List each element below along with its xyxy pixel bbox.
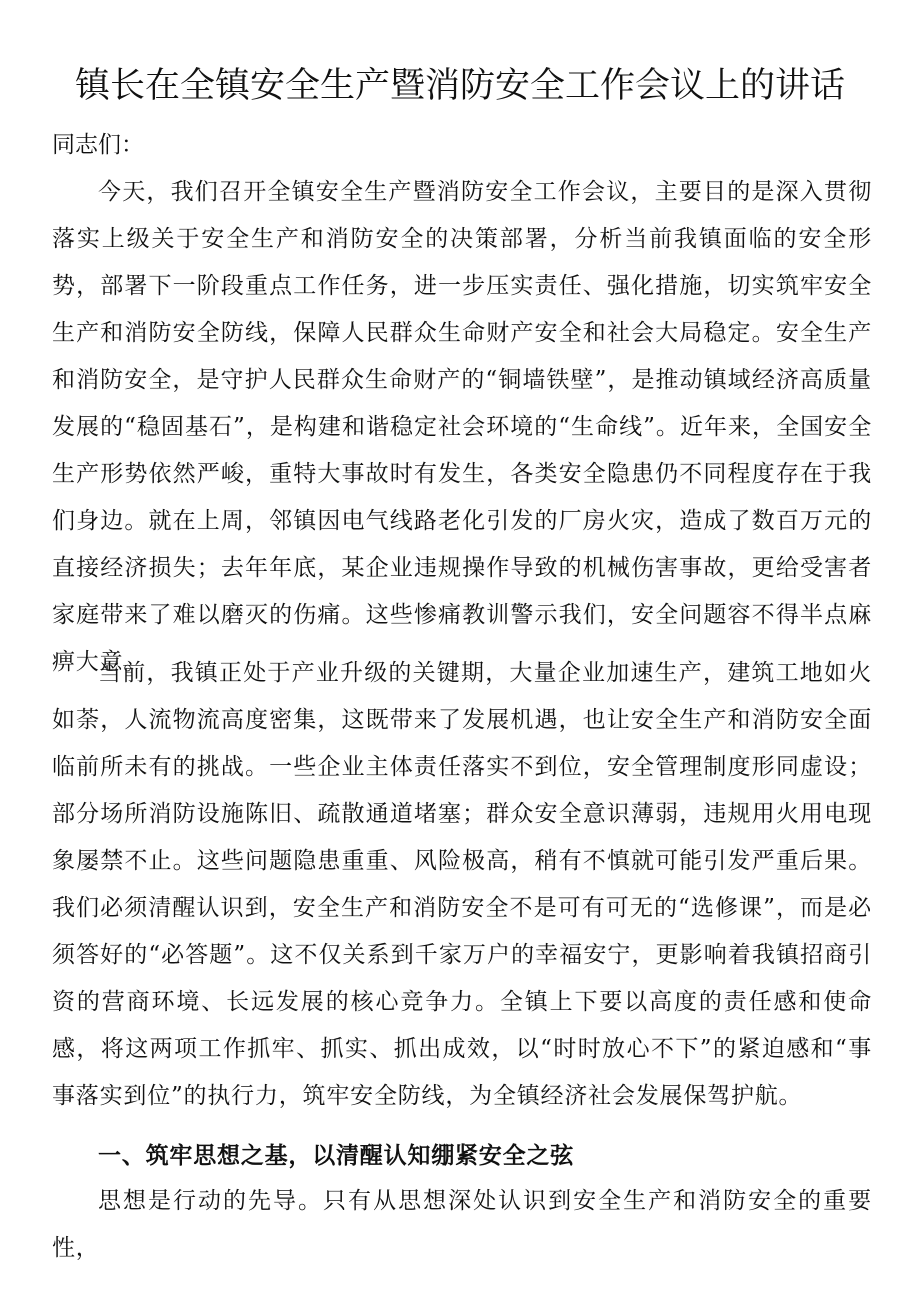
- salutation: 同志们：: [52, 132, 144, 158]
- paragraph-intro: 今天，我们召开全镇安全生产暨消防安全工作会议，主要目的是深入贯彻落实上级关于安全生产和消防安全的决策部署，分析当前我镇面临的安全形势，部署下一阶段重点工作任务，进一步压实责任、强化措施，切实筑牢安全生产和消防安全防线，保障人民群众生命财产安全和社会大局稳定。安全生产和消防安全，是守护人民群众生命财产的“铜墙铁壁”，是推动镇域经济高质量发展的“稳固基石”，是构建和谐稳定社会环境的“生命线”。近年来，全国安全生产形势依然严峻，重特大事故时有发生，各类安全隐患仍不同程度存在于我们身边。就在上周，邻镇因电气线路老化引发的厂房火灾，造成了数百万元的直接经济损失；去年年底，某企业违规操作导致的机械伤害事故，更给受害者家庭带来了难以磨灭的伤痛。这些惨痛教训警示我们，安全问题容不得半点麻痹大意。: [52, 179, 872, 675]
- section-paragraph: 思想是行动的先导。只有从思想深处认识到安全生产和消防安全的重要性，: [52, 1188, 872, 1261]
- section-heading: 一、筑牢思想之基，以清醒认知绷紧安全之弦: [98, 1142, 574, 1169]
- paragraph-current-situation: 当前，我镇正处于产业升级的关键期，大量企业加速生产，建筑工地如火如荼，人流物流高度密集，这既带来了发展机遇，也让安全生产和消防安全面临前所未有的挑战。一些企业主体责任落实不到位，安全管理制度形同虚设；部分场所消防设施陈旧、疏散通道堵塞；群众安全意识薄弱，违规用火用电现象屡禁不止。这些问题隐患重重、风险极高，稍有不慎就可能引发严重后果。我们必须清醒认识到，安全生产和消防安全不是可有可无的“选修课”，而是必须答好的“必答题”。这不仅关系到千家万户的幸福安宁，更影响着我镇招商引资的营商环境、长远发展的核心竞争力。全镇上下要以高度的责任感和使命感，将这两项工作抓牢、抓实、抓出成效，以“时时放心不下”的紧迫感和“事事落实到位”的执行力，筑牢安全防线，为全镇经济社会发展保驾护航。: [52, 660, 872, 1109]
- document-title: 镇长在全镇安全生产暨消防安全工作会议上的讲话: [74, 66, 845, 106]
